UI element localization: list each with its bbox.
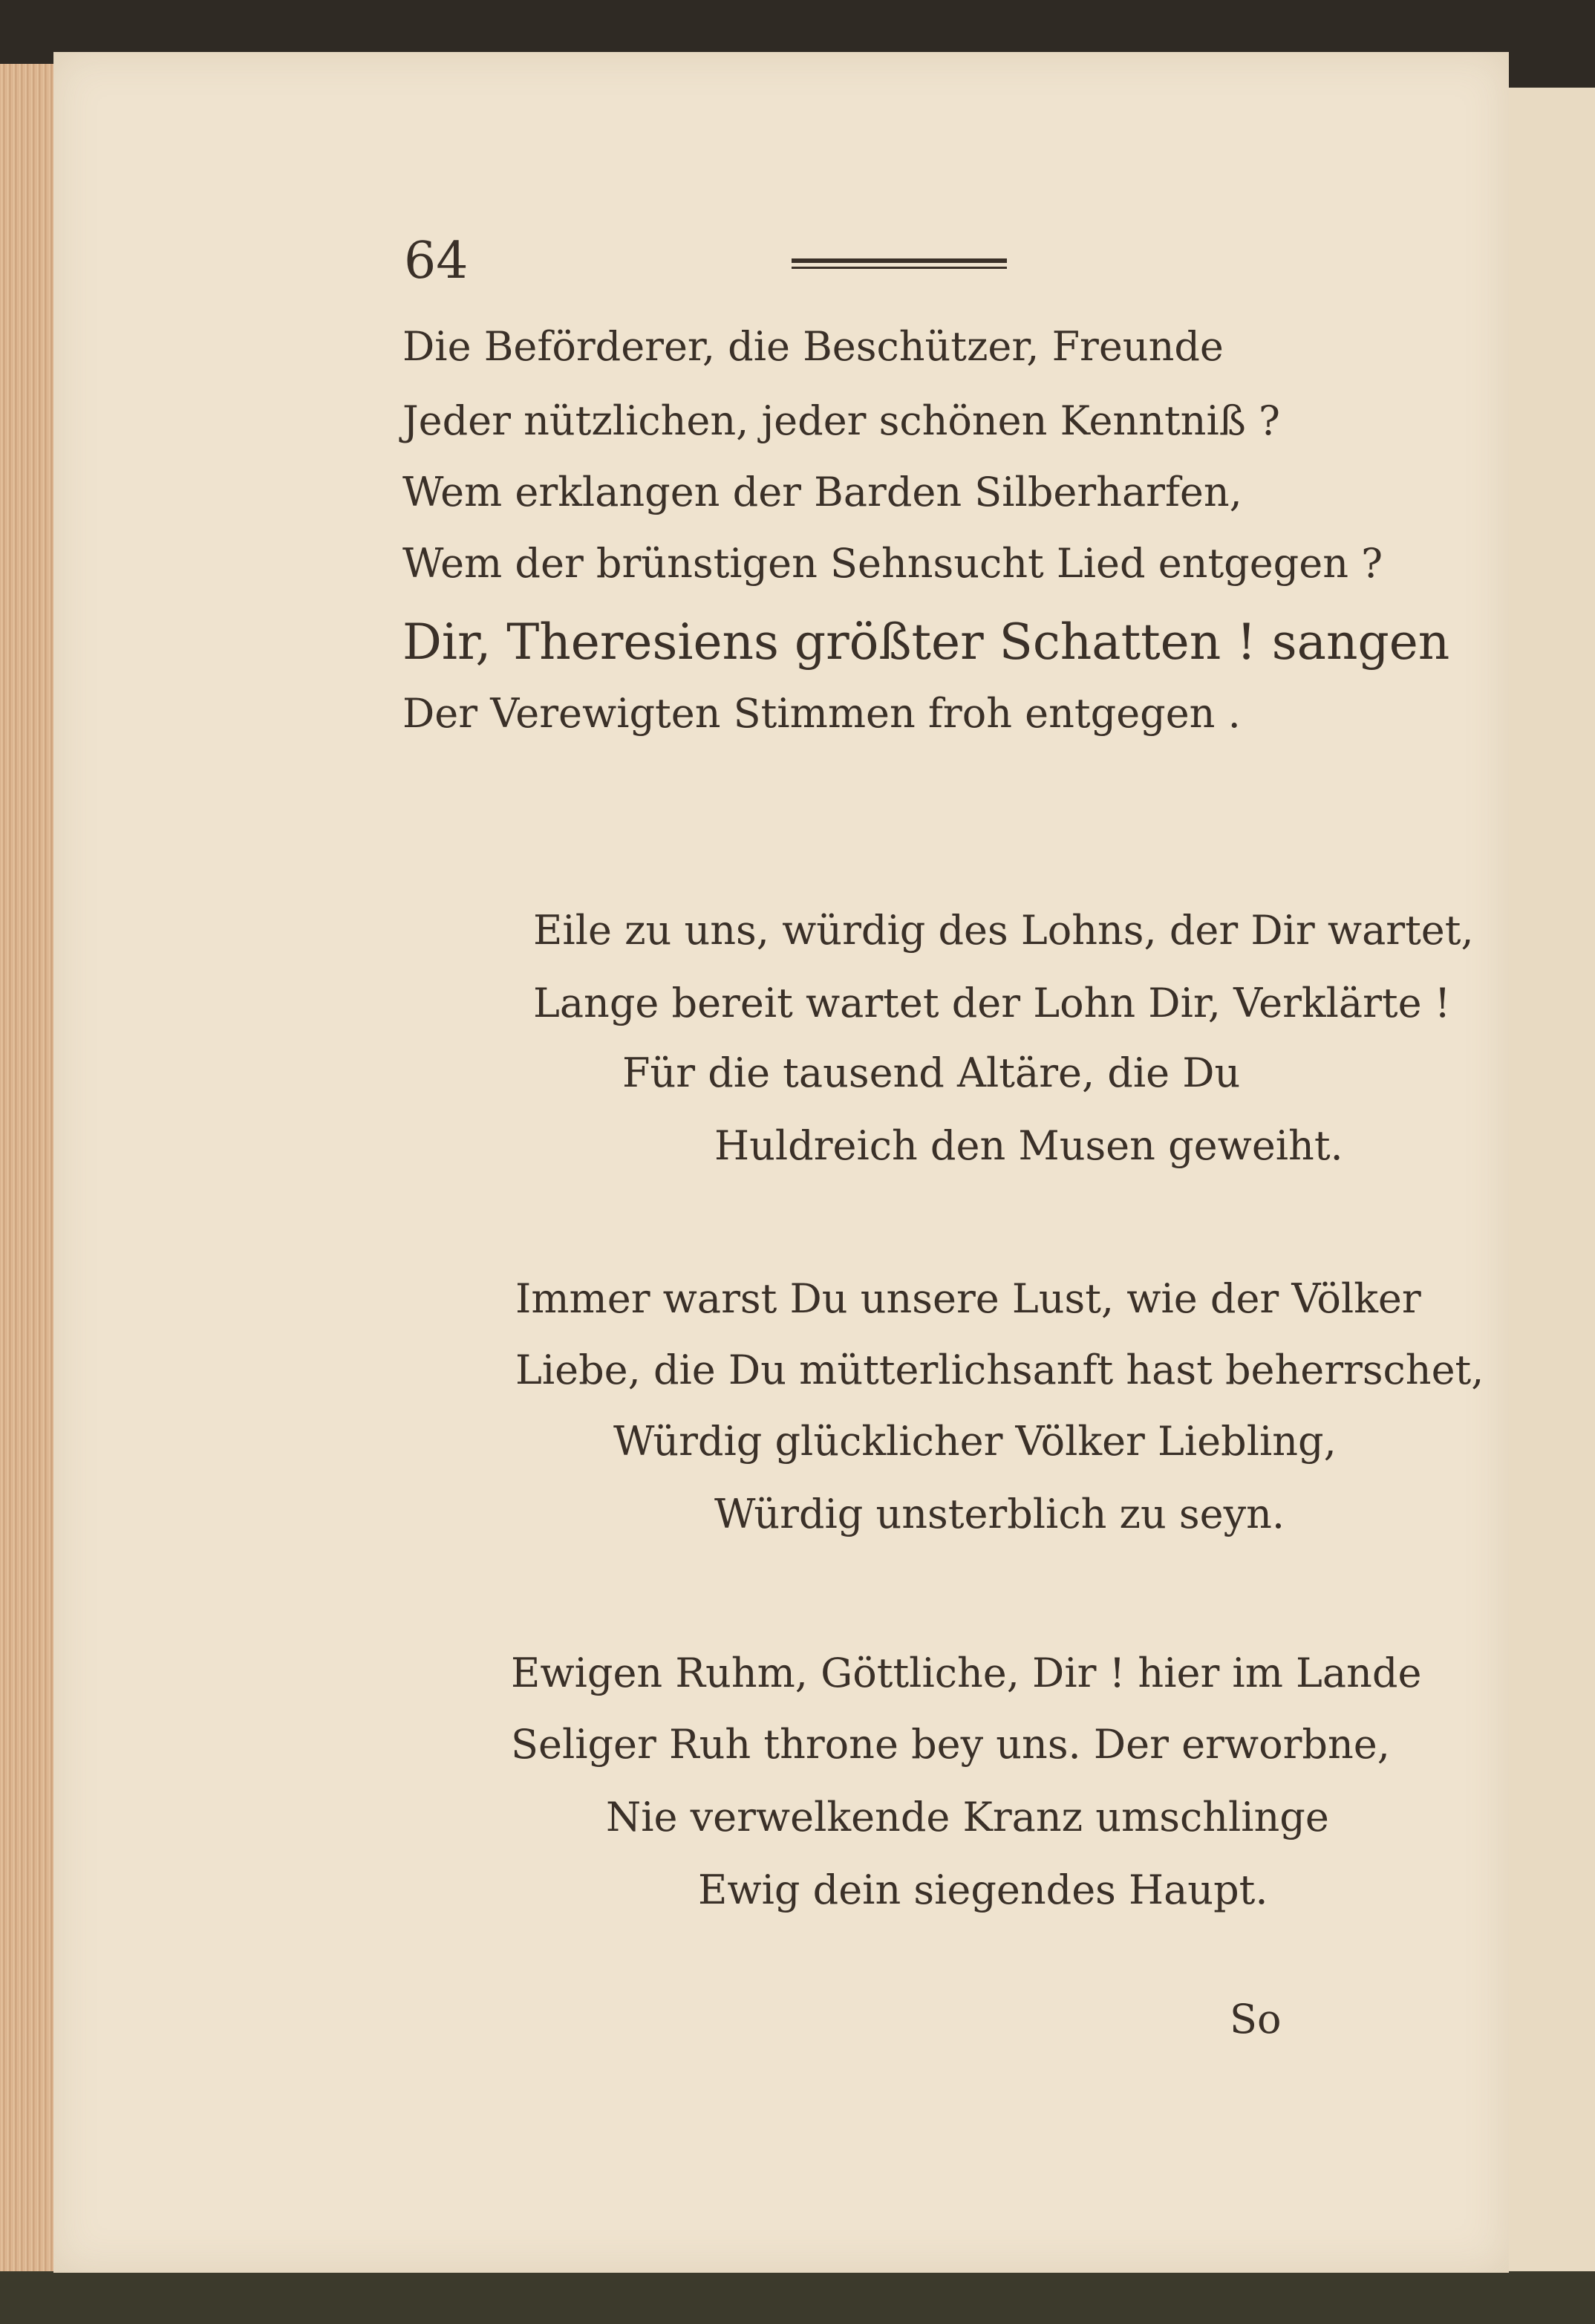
poem-line: Würdig unsterblich zu seyn.	[714, 1491, 1285, 1537]
poem-line: Wem erklangen der Barden Silberharfen,	[402, 469, 1242, 515]
header-rule	[792, 258, 1007, 269]
poem-line: Nie verwelkende Kranz umschlinge	[606, 1794, 1329, 1840]
poem-line: Ewig dein siegendes Haupt.	[698, 1866, 1268, 1913]
poem-line: Wem der brünstigen Sehnsucht Lied entgegen ?	[402, 540, 1383, 587]
poem-line: Huldreich den Musen geweiht.	[714, 1122, 1343, 1169]
poem-line: Die Beförderer, die Beschützer, Freunde	[402, 323, 1224, 370]
poem-line: Seliger Ruh throne bey uns. Der erworbne,	[511, 1721, 1390, 1768]
book-cover-edge	[0, 2271, 1595, 2324]
page-number: 64	[404, 232, 469, 290]
poem-line: Jeder nützlichen, jeder schönen Kenntniß ?	[402, 397, 1280, 444]
catchword: So	[1230, 1996, 1282, 2043]
poem-line: Eile zu uns, würdig des Lohns, der Dir wartet,	[533, 907, 1474, 954]
poem-line: Für die tausend Altäre, die Du	[622, 1049, 1241, 1096]
poem-line: Immer warst Du unsere Lust, wie der Völker	[515, 1275, 1421, 1322]
poem-line: Der Verewigten Stimmen froh entgegen .	[402, 690, 1241, 737]
adjacent-page	[1506, 88, 1595, 2286]
poem-line: Ewigen Ruhm, Göttliche, Dir ! hier im Lande	[511, 1650, 1422, 1696]
poem-line: Würdig glücklicher Völker Liebling,	[613, 1418, 1337, 1465]
poem-line: Dir, Theresiens größter Schatten ! sangen	[402, 613, 1450, 671]
poem-line: Lange bereit wartet der Lohn Dir, Verklärte !	[533, 980, 1451, 1026]
poem-line: Liebe, die Du mütterlichsanft hast beherrschet,	[515, 1347, 1484, 1393]
